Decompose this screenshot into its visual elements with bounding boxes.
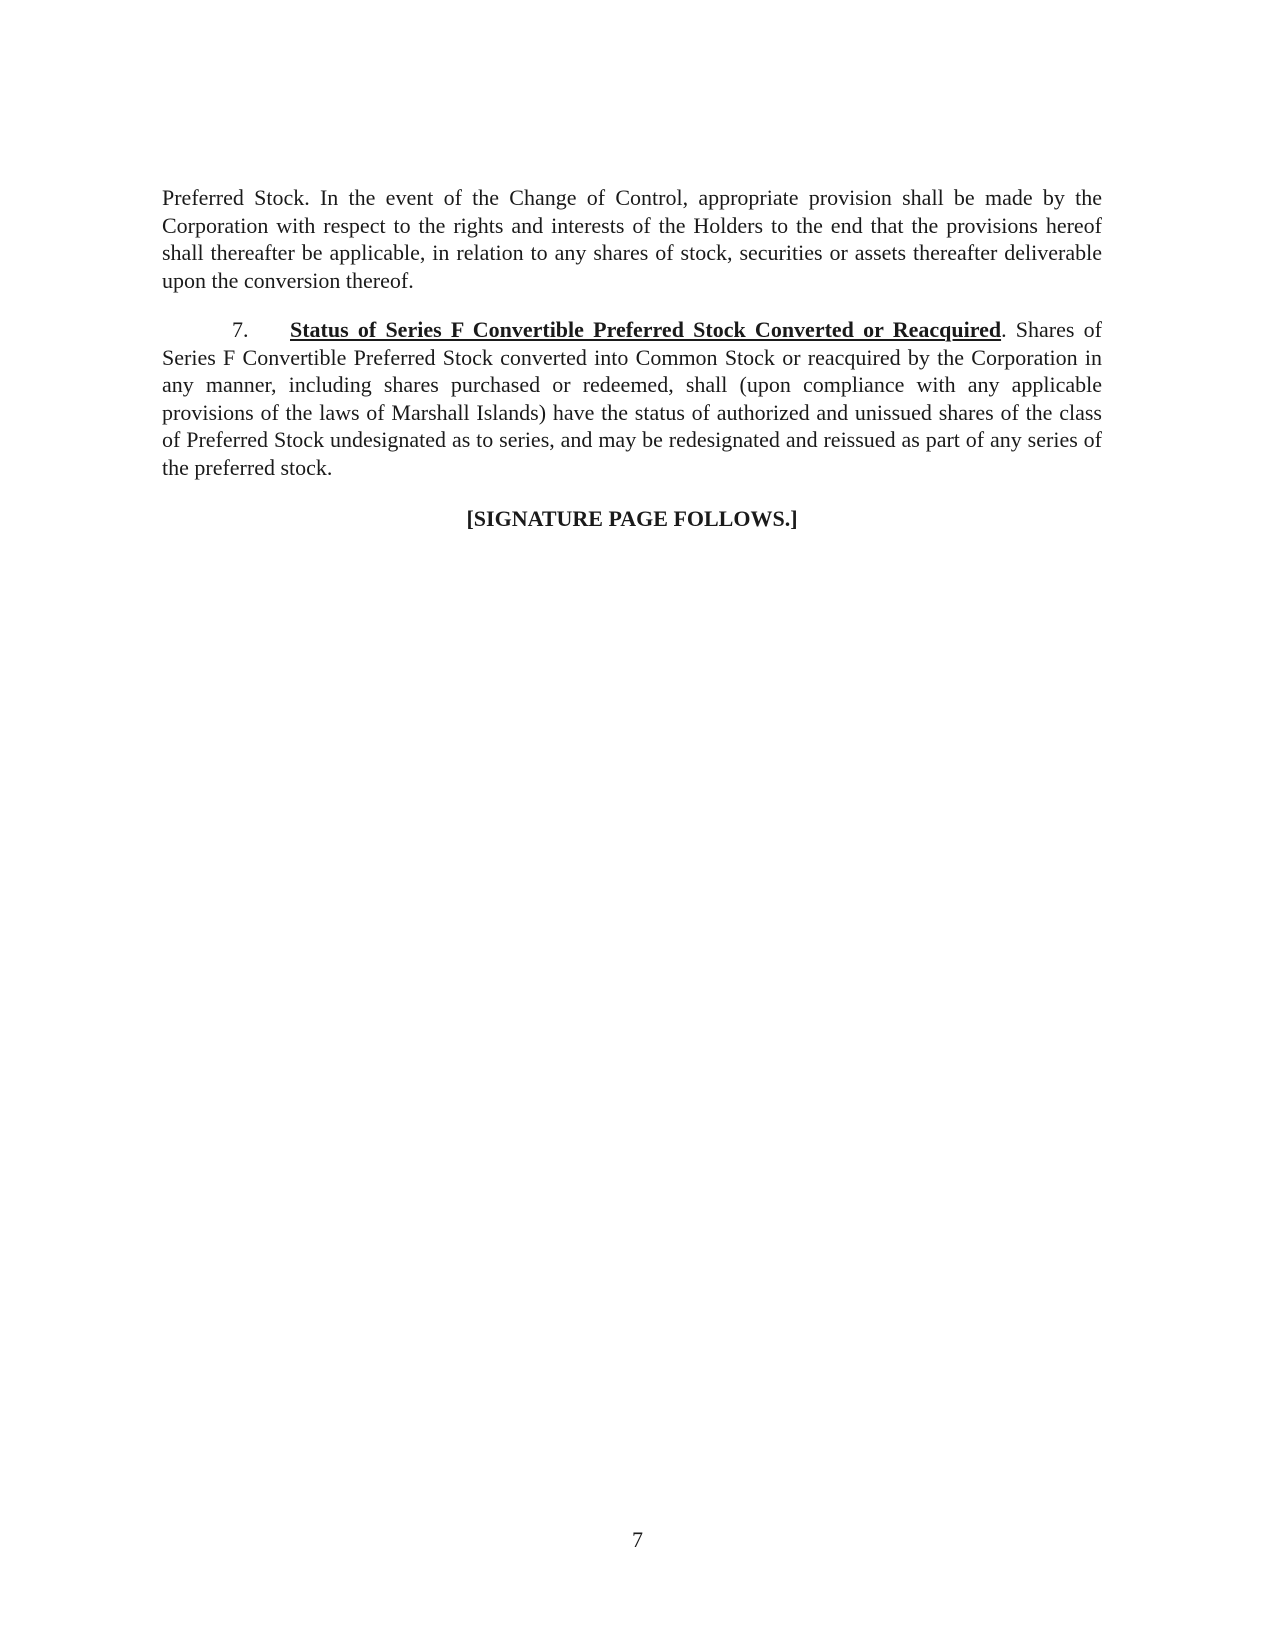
section-7-heading: Status of Series F Convertible Preferred Stock Converted or Reacquired xyxy=(290,317,1002,342)
section-7-body: Shares of Series F Convertible Preferred Stock converted into Common Stock or reacquired by the Corporation in any manner, including shares purchased or redeemed, shall (upon compliance with any applicable provisions of the laws of Marshall Islands) have the status of authorized and unissued shares of the class of Preferred Stock undesignated as to series, and may be redesignated and reissued as part of any series of the preferred stock. xyxy=(162,317,1102,480)
document-body xyxy=(162,184,1102,533)
paragraph-change-of-control: Preferred Stock. In the event of the Change of Control, appropriate provision shall be made by the Corporation with respect to the rights and interests of the Holders to the end that the provisions hereof shall thereafter be applicable, in relation to any shares of stock, securities or assets thereafter deliverable upon the conversion thereof. xyxy=(162,185,1102,293)
section-7-number: 7. xyxy=(232,317,249,342)
section-7-heading-period: . xyxy=(1001,317,1007,342)
signature-page-follows-note: [SIGNATURE PAGE FOLLOWS.] xyxy=(466,506,798,531)
page-number: 7 xyxy=(632,1527,643,1552)
section-7-paragraph xyxy=(162,316,1102,481)
